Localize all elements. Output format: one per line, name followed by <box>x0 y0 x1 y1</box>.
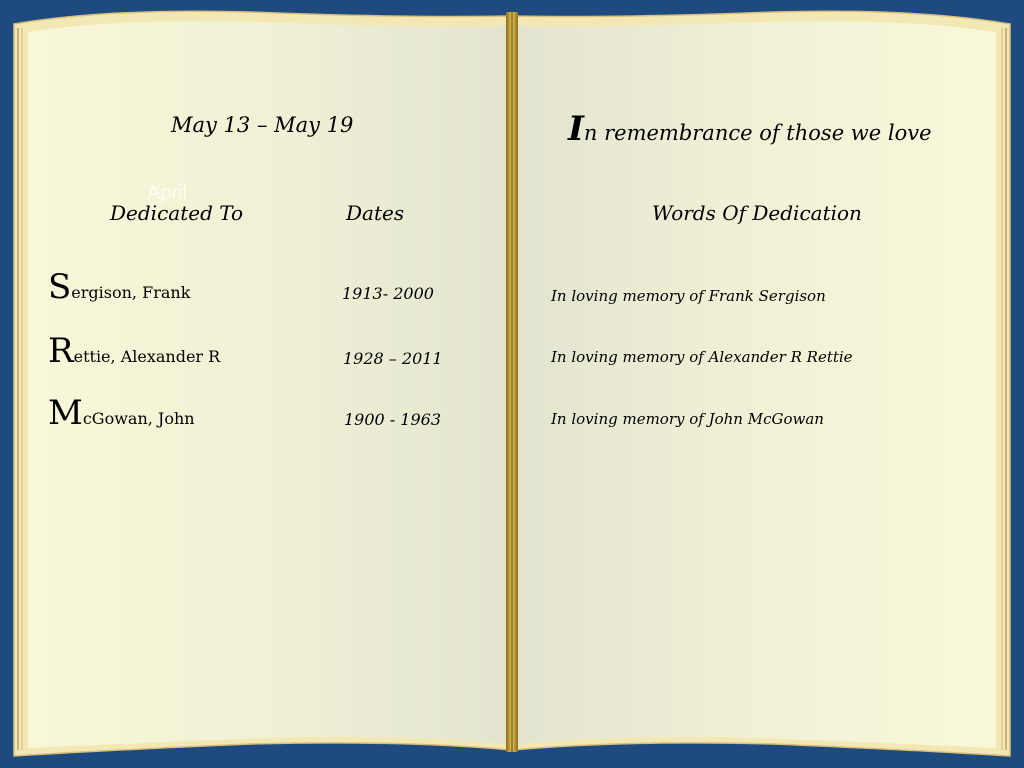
heading-dropcap: I <box>568 109 584 149</box>
name-rest: ergison, Frank <box>71 283 191 302</box>
dedicated-name <box>48 331 221 371</box>
name-initial: S <box>48 267 72 307</box>
ghost-month-label: April <box>147 182 188 204</box>
name-rest: ettie, Alexander R <box>73 347 221 366</box>
life-dates: 1913- 2000 <box>342 284 434 303</box>
life-dates: 1900 - 1963 <box>344 410 442 429</box>
dedicated-name <box>48 393 195 433</box>
dedication-line: In loving memory of Alexander R Rettie <box>551 348 853 366</box>
column-header-dedicated-to: Dedicated To <box>110 201 244 225</box>
life-dates: 1928 – 2011 <box>343 349 443 368</box>
heading-rest: n remembrance of those we love <box>583 121 932 145</box>
column-header-words-of-dedication: Words Of Dedication <box>652 201 862 225</box>
dedication-line: In loving memory of John McGowan <box>551 410 824 428</box>
dedicated-name <box>48 267 191 307</box>
dedication-line: In loving memory of Frank Sergison <box>551 287 826 305</box>
remembrance-heading <box>568 109 932 149</box>
name-rest: cGowan, John <box>82 409 195 428</box>
name-initial: R <box>48 331 74 371</box>
column-header-dates: Dates <box>346 201 405 225</box>
week-range: May 13 – May 19 <box>171 113 354 137</box>
name-initial: M <box>48 393 83 433</box>
